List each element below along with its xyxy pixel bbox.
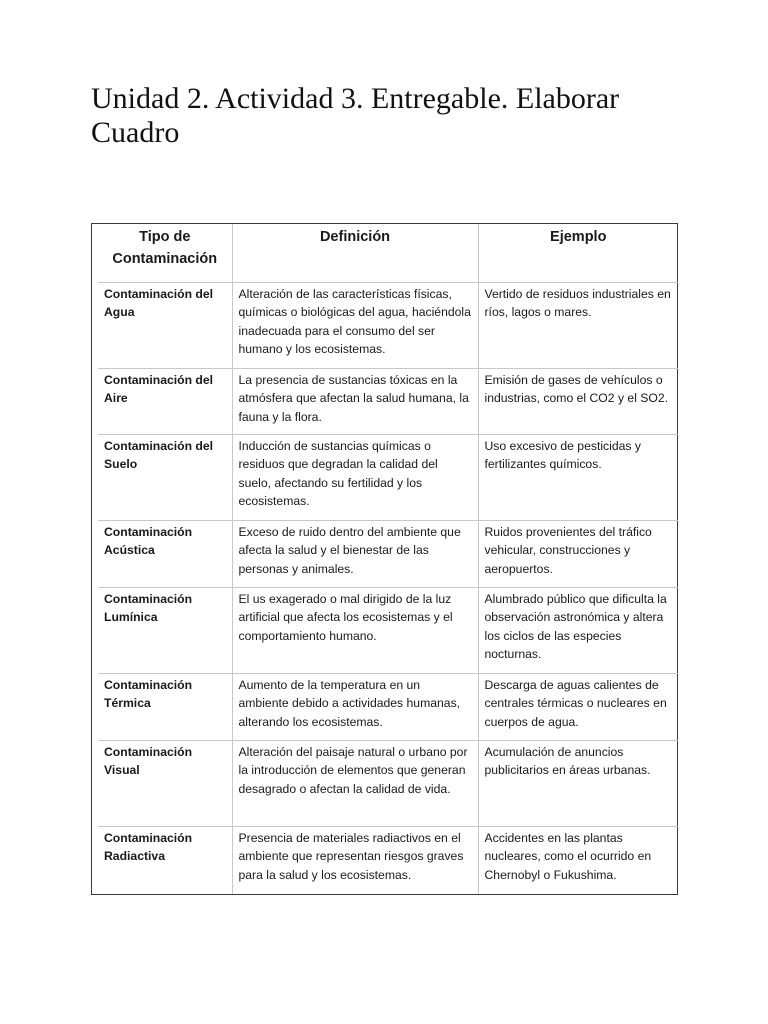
cell-example: Acumulación de anuncios publicitarios en áreas urbanas. <box>478 740 678 826</box>
table-row <box>98 282 678 368</box>
cell-example: Emisión de gases de vehículos o industrias, como el CO2 y el SO2. <box>478 368 678 434</box>
cell-definition: Aumento de la temperatura en un ambiente debido a actividades humanas, alterando los ecosistemas. <box>232 673 478 740</box>
table-row <box>98 587 678 673</box>
cell-definition: Exceso de ruido dentro del ambiente que afecta la salud y el bienestar de las personas y animales. <box>232 520 478 587</box>
cell-definition: Alteración de las características físicas, químicas o biológicas del agua, haciéndola inadecuada para el consumo del ser humano y los ecosistemas. <box>232 282 478 368</box>
cell-type: Contaminación Lumínica <box>98 587 232 673</box>
cell-definition: Alteración del paisaje natural o urbano por la introducción de elementos que generan desagrado o afectan la calidad de vida. <box>232 740 478 826</box>
table-row <box>98 826 678 894</box>
table-row <box>98 368 678 434</box>
cell-type: Contaminación Acústica <box>98 520 232 587</box>
table-row <box>98 740 678 826</box>
column-header-type: Tipo de Contaminación <box>98 224 232 282</box>
cell-example: Vertido de residuos industriales en ríos, lagos o mares. <box>478 282 678 368</box>
cell-definition: Presencia de materiales radiactivos en el ambiente que representan riesgos graves para la salud y los ecosistemas. <box>232 826 478 894</box>
cell-definition: La presencia de sustancias tóxicas en la atmósfera que afectan la salud humana, la fauna y la flora. <box>232 368 478 434</box>
cell-example: Uso excesivo de pesticidas y fertilizantes químicos. <box>478 434 678 520</box>
cell-example: Alumbrado público que dificulta la observación astronómica y altera los ciclos de las especies nocturnas. <box>478 587 678 673</box>
column-header-definition: Definición <box>232 224 478 282</box>
table-row <box>98 520 678 587</box>
cell-definition: Inducción de sustancias químicas o residuos que degradan la calidad del suelo, afectando su fertilidad y los ecosistemas. <box>232 434 478 520</box>
cell-type: Contaminación Radiactiva <box>98 826 232 894</box>
table-row <box>98 673 678 740</box>
table-frame <box>91 223 678 895</box>
cell-example: Accidentes en las plantas nucleares, como el ocurrido en Chernobyl o Fukushima. <box>478 826 678 894</box>
column-header-example: Ejemplo <box>478 224 678 282</box>
document-title: Unidad 2. Actividad 3. Entregable. Elaborar Cuadro <box>91 82 620 149</box>
table-header-row <box>98 224 678 282</box>
cell-type: Contaminación Visual <box>98 740 232 826</box>
cell-type: Contaminación del Aire <box>98 368 232 434</box>
cell-example: Descarga de aguas calientes de centrales térmicas o nucleares en cuerpos de agua. <box>478 673 678 740</box>
cell-definition: El us exagerado o mal dirigido de la luz artificial que afecta los ecosistemas y el comportamiento humano. <box>232 587 478 673</box>
cell-type: Contaminación del Agua <box>98 282 232 368</box>
cell-example: Ruidos provenientes del tráfico vehicular, construcciones y aeropuertos. <box>478 520 678 587</box>
table-row <box>98 434 678 520</box>
cell-type: Contaminación Térmica <box>98 673 232 740</box>
contamination-table <box>98 224 678 894</box>
cell-type: Contaminación del Suelo <box>98 434 232 520</box>
